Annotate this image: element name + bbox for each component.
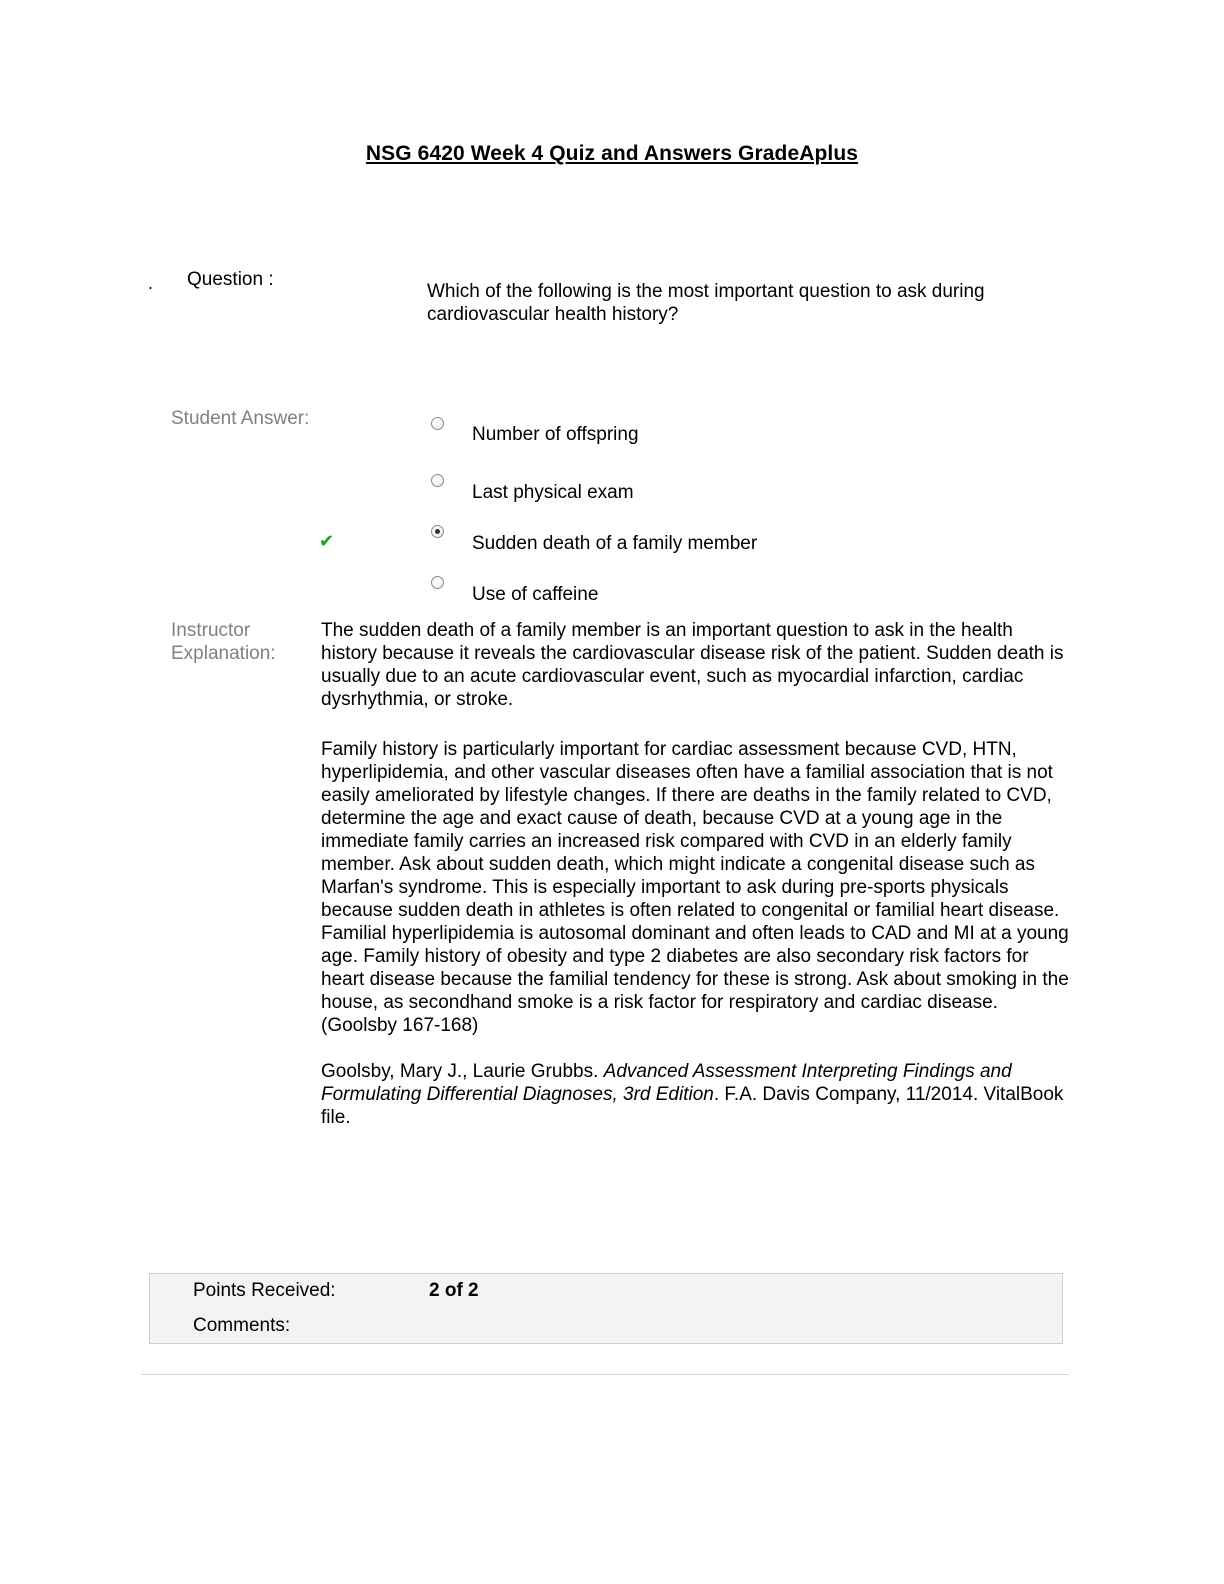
question-text: Which of the following is the most important question to ask during cardiovascular health history?	[427, 281, 985, 325]
option-4-text: Use of caffeine	[472, 584, 599, 605]
radio-option-1[interactable]	[431, 417, 444, 430]
radio-option-2[interactable]	[431, 474, 444, 487]
radio-option-3[interactable]	[431, 525, 444, 538]
option-3-text: Sudden death of a family member	[472, 533, 758, 554]
radio-option-4[interactable]	[431, 576, 444, 589]
reference-publisher: . F.A. Davis Company, 11/2014. VitalBook file.	[321, 1084, 1064, 1128]
page-title: NSG 6420 Week 4 Quiz and Answers GradeAplus	[365, 142, 859, 165]
reference-book-title: Advanced Assessment Interpreting Findings and Formulating Differential Diagnoses, 3rd Edition	[321, 1061, 1012, 1105]
points-received-label: Points Received:	[193, 1280, 336, 1301]
reference-authors: Goolsby, Mary J., Laurie Grubbs.	[321, 1061, 604, 1082]
divider	[141, 1374, 1069, 1375]
option-1-text: Number of offspring	[472, 424, 639, 445]
instructor-explanation-label: Instructor Explanation:	[171, 620, 276, 664]
question-bullet: .	[148, 273, 154, 293]
explanation-paragraph-1: The sudden death of a family member is an important question to ask in the health history because it reveals the cardiovascular disease risk of the patient. Sudden death is usually due to an acute cardiovascular event, such as myocardial infarction, cardiac dysrhythmia, or stroke.	[321, 620, 1064, 710]
student-answer-label: Student Answer:	[171, 408, 310, 429]
explanation-paragraph-2: Family history is particularly important for cardiac assessment because CVD, HTN, hyperlipidemia, and other vascular diseases often have a familial association that is not easily ameliorated by lifestyle changes. If there are deaths in the family related to CVD, determine the age and exact cause of death, because CVD at a young age in the immediate family carries an increased risk compared with CVD in an elderly family member. Ask about sudden death, which might indicate a congenital disease such as Marfan's syndrome. This is especially important to ask during pre-sports physicals because sudden death in athletes is often related to congenital or familial heart disease. Familial hyperlipidemia is autosomal dominant and often leads to CAD and MI at a young age. Family history of obesity and type 2 diabetes are also secondary risk factors for heart disease because the familial tendency for these is strong. Ask about smoking in the house, as secondhand smoke is a risk factor for respiratory and cardiac disease. (Goolsby 167-168)	[321, 739, 1069, 1036]
option-2-text: Last physical exam	[472, 482, 634, 503]
question-label: Question :	[187, 269, 274, 290]
comments-label: Comments:	[193, 1315, 291, 1336]
reference-citation	[321, 1060, 1071, 1129]
points-received-value: 2 of 2	[429, 1280, 479, 1301]
correct-check-icon: ✔	[319, 531, 335, 551]
